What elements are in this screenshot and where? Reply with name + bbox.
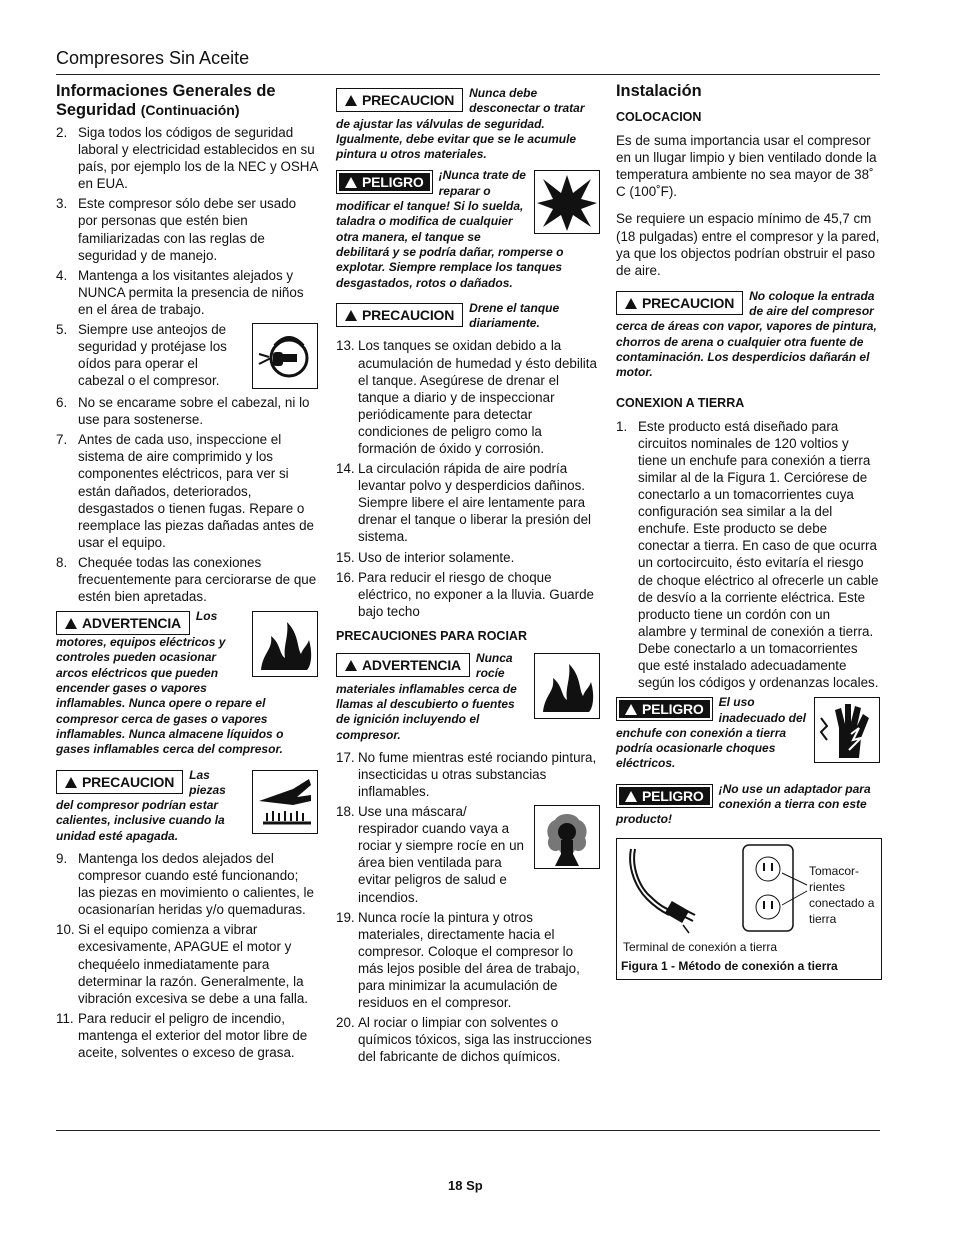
outlet-label: Tomacor-rientes conectado a tierra — [809, 863, 875, 926]
figure-caption: Figura 1 - Método de conexión a tierra — [621, 958, 838, 973]
precaucion-label: PRECAUCION — [616, 291, 743, 315]
column-2 — [336, 82, 600, 1069]
list-item: 14. La circulación rápida de aire podría levantar polvo y desperdicios dañinos. Siempre libere el aire lentamente para drenar el tanque o liberar la presión del sistema. — [336, 461, 591, 545]
warning-box: ADVERTENCIA Nunca rocíe materiales inflamables cerca de llamas al descubierto o fuentes de ignición incluyendo el compresor. — [336, 651, 600, 743]
warning-box: PELIGRO El uso inadecuado del enchufe con conexión a tierra podría ocasionarle choques eléctricos. — [616, 695, 880, 771]
paragraph: Se requiere un espacio mínimo de 45,7 cm (18 pulgadas) entre el compresor y la pared, ya que los objectos podrían obstruir el paso de aire. — [616, 211, 880, 278]
warning-box: PRECAUCION Drene el tanque diariamente. — [336, 301, 600, 332]
list-item: 17. No fume mientras esté rociando pintura, insecticidas u otras substancias inflamables. — [336, 749, 597, 800]
list-item: 5. Siempre use anteojos de seguridad y protéjase los oídos para operar el cabezal o el compresor. — [56, 321, 318, 391]
peligro-label: PELIGRO — [616, 697, 713, 721]
advertencia-label: ADVERTENCIA — [56, 611, 190, 635]
section-heading: Instalación — [616, 82, 702, 100]
advertencia-label: ADVERTENCIA — [336, 653, 470, 677]
list-item: 15. Uso de interior solamente. — [336, 549, 515, 565]
list-item: 9. Mantenga los dedos alejados del compresor cuando esté funcionando; las piezas en movimiento o calientes, le ocasionarían heridas y/o quemaduras. — [56, 851, 314, 918]
list-item: 13. Los tanques se oxidan debido a la acumulación de humedad y ésto debilita el tanque. Asegúrese de drenar el tanque a diario y de inspeccionar periódicamente para detectar condiciones de peligro como la formación de óxido y corrosión. — [336, 338, 597, 457]
warning-box: PRECAUCION No coloque la entrada de aire del compresor cerca de áreas con vapor, vapores de pintura, chorros de arena o cualquier otra fuente de contaminación. Los desperdicios dañarán el motor. — [616, 288, 877, 380]
safety-list — [336, 749, 600, 1066]
grounding-figure — [616, 838, 882, 980]
column-1 — [56, 82, 318, 1064]
list-item: 16. Para reducir el riesgo de choque eléctrico, no exponer a la lluvia. Guarde bajo techo — [336, 569, 594, 619]
section-heading: Informaciones Generales de Seguridad (Continuación) — [56, 82, 276, 119]
list-item: 18. Use una máscara/ respirador cuando vaya a rociar y siempre rocíe en un área bien ventilada para evitar peligros de salud e incendios. — [336, 803, 600, 906]
page-number: 18 Sp — [448, 1178, 483, 1193]
respirator-icon — [534, 805, 600, 869]
precaucion-label: PRECAUCION — [336, 303, 463, 327]
list-item: 19. Nunca rocíe la pintura y otros materiales, directamente hacia el compresor. Coloque el compresor lo más lejos posible del área de trabajo, para minimizar la acumulación de residuos en el compresor. — [336, 909, 580, 1011]
warning-box: PRECAUCION Nunca debe desconectar o tratar de ajustar las válvulas de seguridad. Igualmente, debe evitar que se le acumule pintura u otros materiales. — [336, 86, 585, 162]
fire-icon — [252, 611, 318, 677]
list-item: 2. Siga todos los códigos de seguridad laboral y electricidad establecidos en su país, por ejemplo los de la NEC y OSHA en EUA. — [56, 125, 318, 192]
warning-box: PELIGRO ¡No use un adaptador para conexión a tierra con este producto! — [616, 781, 871, 827]
grounding-list — [616, 418, 880, 692]
list-item: 3. Este compresor sólo debe ser usado por personas que estén bien familiarizadas con las reglas de seguridad y de manejo. — [56, 196, 297, 263]
subsection-heading: COLOCACION — [616, 110, 702, 124]
footer-rule — [56, 1130, 880, 1131]
safety-list — [336, 337, 600, 620]
safety-list — [56, 850, 318, 1061]
list-item: 7. Antes de cada uso, inspeccione el sistema de aire comprimido y los componentes eléctricos, para ver si están dañados, deteriorados, desgastados o tienen fugas. Repare o reemplace las piezas dañadas antes de usar el equipo. — [56, 432, 314, 550]
list-item: 1. Este producto está diseñado para circuitos nominales de 120 voltios y tiene un enchufe para conexión a tierra similar al de la Figura 1. Cerciórese de conectarlo a un tomacorrientes cuya configuración sea similar a la del enchufe. Este producto se debe conectar a tierra. En caso de que ocurra un cortocircuito, ésto evitaría el riesgo de choque eléctrico al ofrecerle un cable de desvío a la corriente eléctrica. Este producto tiene un cordón con un alambre y terminal de conexión a tierra. Debe conectarlo a un tomacorrientes que esté instalado adecuadamente según los códigos y ordenanzas locales. — [616, 418, 879, 691]
warning-box: PELIGRO ¡Nunca trate de reparar o modificar el tanque! Si lo suelda, taladra o modifica de cualquier otra manera, el tanque se debilitará y se podría dañar, romperse o explotar. Siempre remplace los tanques desgastados, rotos o dañados. — [336, 168, 600, 290]
safety-list — [56, 124, 318, 605]
electric-shock-icon — [814, 697, 880, 763]
ear-eye-protection-icon — [252, 323, 318, 389]
list-item: 20. Al rociar o limpiar con solventes o químicos tóxicos, siga las instrucciones del fabricante de dichos químicos. — [336, 1015, 592, 1065]
warning-box: PRECAUCION Las piezas del compresor podrían estar calientes, inclusive cuando la unidad esté apagada. — [56, 768, 318, 844]
ground-terminal-label: Terminal de conexión a tierra — [623, 939, 778, 954]
warning-box: ADVERTENCIA Los motores, equipos eléctricos y controles pueden ocasionar arcos eléctricos que pueden encender gases o vapores inflamables. Nunca opere o repare el compresor cerca de gases o vapores inflamables. Nunca almacene líquidos o gases inflamables cerca del compresor. — [56, 609, 318, 757]
precaucion-label: PRECAUCION — [336, 88, 463, 112]
subsection-heading: CONEXION A TIERRA — [616, 395, 745, 410]
header-rule — [56, 74, 880, 75]
peligro-label: PELIGRO — [616, 784, 713, 808]
explosion-icon — [534, 170, 600, 234]
list-item: 4. Mantenga a los visitantes alejados y NUNCA permita la presencia de niños en el área de trabajo. — [56, 267, 304, 317]
column-3 — [616, 82, 880, 980]
hot-surface-icon — [252, 770, 318, 834]
page-title: Compresores Sin Aceite — [56, 48, 250, 68]
list-item: 10. Si el equipo comienza a vibrar excesivamente, APAGUE el motor y chequéelo inmediatamente para determinar la razón. Generalmente, la vibración excesiva se debe a una falla. — [56, 922, 309, 1006]
list-item: 6. No se encarame sobre el cabezal, ni lo use para sostenerse. — [56, 395, 310, 428]
list-item: 11. Para reducir el peligro de incendio, mantenga el exterior del motor libre de aceite, solventes o exceso de grasa. — [56, 1010, 308, 1061]
peligro-label: PELIGRO — [336, 170, 433, 194]
fire-icon — [534, 653, 600, 719]
precaucion-label: PRECAUCION — [56, 770, 183, 794]
list-item: 8. Chequée todas las conexiones frecuentemente para cerciorarse de que estén bien apretadas. — [56, 554, 317, 605]
paragraph: Es de suma importancia usar el compresor en un llugar limpio y bien ventilado donde la temperatura ambiente no sea mayor de 38˚ C (100˚F). — [616, 133, 877, 200]
subsection-heading: PRECAUCIONES PARA ROCIAR — [336, 628, 527, 643]
